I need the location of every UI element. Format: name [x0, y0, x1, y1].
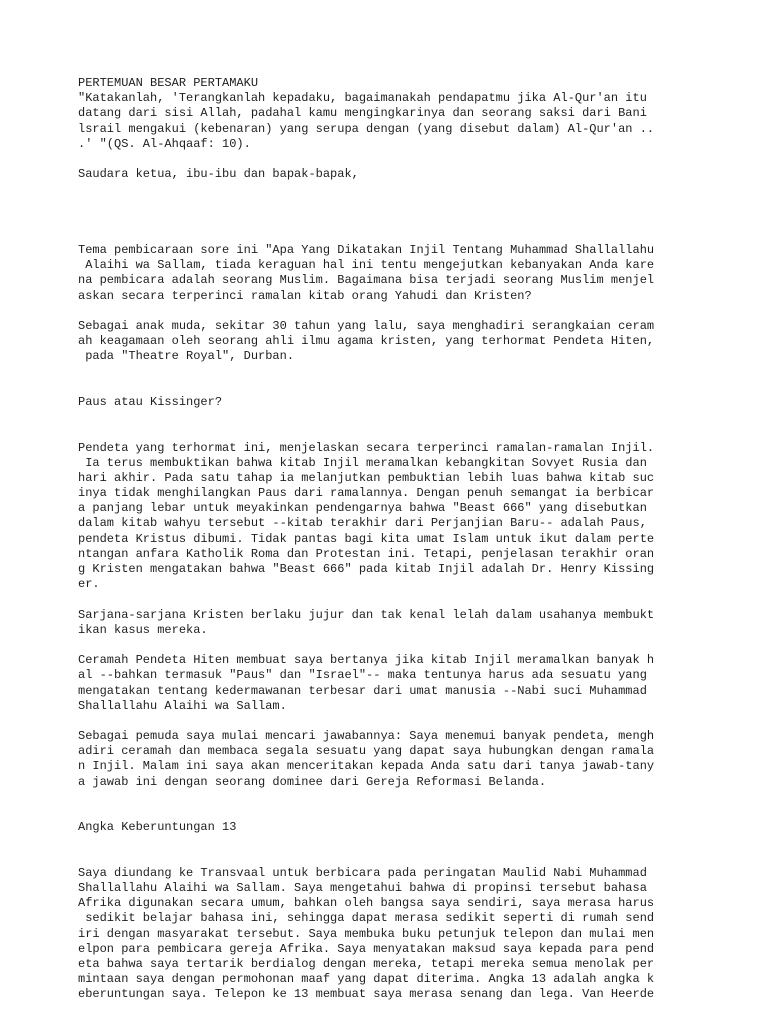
- paragraph-line: al --bahkan termasuk "Paus" dan "Israel"-- maka tentunya harus ada sesuatu yang: [78, 668, 647, 683]
- document-body: [78, 76, 758, 1002]
- paragraph-line: dalam kitab wahyu tersebut --kitab terakhir dari Perjanjian Baru-- adalah Paus,: [78, 516, 647, 531]
- paragraph-line: mengatakan tentang kedermawanan terbesar dari umat manusia --Nabi suci Muhammad: [78, 683, 647, 698]
- paragraph-line: eta bahwa saya tertarik berdialog dengan mereka, tetapi mereka semua menolak per: [78, 956, 655, 971]
- paragraph-line: Ceramah Pendeta Hiten membuat saya bertanya jika kitab Injil meramalkan banyak h: [78, 653, 655, 668]
- spacer: [78, 304, 758, 319]
- spacer: [78, 228, 758, 243]
- paragraph-line: inya tidak menghilangkan Paus dari ramalannya. Dengan penuh semangat ia berbicar: [78, 486, 655, 501]
- paragraph-pemuda: [78, 729, 758, 790]
- paragraph-line: na pembicara adalah seorang Muslim. Bagaimana bisa terjadi seorang Muslim menjel: [78, 273, 655, 288]
- section-heading-paus: Paus atau Kissinger?: [78, 394, 223, 409]
- paragraph-line: a panjang lebar untuk meyakinkan pendengarnya bahwa "Beast 666" yang disebutkan: [78, 501, 647, 516]
- paragraph-line: Ia terus membuktikan bahwa kitab Injil meramalkan kebangkitan Sovyet Rusia dan: [78, 455, 647, 470]
- spacer: [78, 380, 758, 395]
- document-title: PERTEMUAN BESAR PERTAMAKU: [78, 76, 259, 90]
- paragraph-pendeta: [78, 441, 758, 593]
- spacer: [78, 152, 758, 167]
- paragraph-line: Shallallahu Alaihi wa Sallam.: [78, 698, 287, 713]
- paragraph-ceramah: [78, 653, 758, 714]
- paragraph-line: Tema pembicaraan sore ini "Apa Yang Dikatakan Injil Tentang Muhammad Shallallahu: [78, 243, 655, 258]
- paragraph-tema: [78, 243, 758, 304]
- paragraph-line: elpon para pembicara gereja Afrika. Saya menyatakan maksud saya kepada para pend: [78, 941, 655, 956]
- paragraph-transvaal: [78, 866, 758, 1003]
- paragraph-line: Sebagai pemuda saya mulai mencari jawabannya: Saya menemui banyak pendeta, mengh: [78, 729, 655, 744]
- paragraph-line: a jawab ini dengan seorang dominee dari Gereja Reformasi Belanda.: [78, 774, 547, 789]
- paragraph-line: ntangan anfara Katholik Roma dan Protestan ini. Tetapi, penjelasan terakhir oran: [78, 546, 655, 561]
- section-heading-angka: Angka Keberuntungan 13: [78, 820, 237, 835]
- paragraph-line: Sarjana-sarjana Kristen berlaku jujur dan tak kenal lelah dalam usahanya membukt: [78, 607, 655, 622]
- spacer: [78, 714, 758, 729]
- spacer: [78, 182, 758, 197]
- paragraph-line: g Kristen mengatakan bahwa "Beast 666" pada kitab Injil adalah Dr. Henry Kissing: [78, 562, 655, 576]
- paragraph-line: ikan kasus mereka.: [78, 622, 208, 637]
- spacer: [78, 851, 758, 866]
- spacer: [78, 790, 758, 805]
- paragraph-line: Pendeta yang terhormat ini, menjelaskan secara terperinci ramalan-ramalan Injil.: [78, 440, 655, 455]
- spacer: [78, 198, 758, 213]
- spacer: [78, 805, 758, 820]
- paragraph-line: iri dengan masyarakat tersebut. Saya membuka buku petunjuk telepon dan mulai men: [78, 926, 655, 941]
- spacer: [78, 592, 758, 607]
- paragraph-line: pendeta Kristus dibumi. Tidak pantas bagi kita umat Islam untuk ikut dalam perte: [78, 531, 655, 546]
- spacer: [78, 638, 758, 653]
- spacer: [78, 835, 758, 850]
- quote-line: "Katakanlah, 'Terangkanlah kepadaku, bagaimanakah pendapatmu jika Al-Qur'an itu: [78, 91, 647, 106]
- paragraph-line: Shallallahu Alaihi wa Sallam. Saya mengetahui bahwa di propinsi tersebut bahasa: [78, 880, 647, 895]
- quote-block: [78, 91, 758, 152]
- quote-line: .' "(QS. Al-Ahqaaf: 10).: [78, 136, 251, 151]
- paragraph-line: mintaan saya dengan permohonan maaf yang dapat diterima. Angka 13 adalah angka k: [78, 972, 655, 987]
- paragraph-line: Afrika digunakan secara umum, bahkan oleh bangsa saya sendiri, saya merasa harus: [78, 896, 655, 911]
- paragraph-sarjana: [78, 608, 758, 638]
- spacer: [78, 425, 758, 440]
- spacer: [78, 410, 758, 425]
- paragraph-line: Sebagai anak muda, sekitar 30 tahun yang lalu, saya menghadiri serangkaian ceram: [78, 319, 655, 333]
- paragraph-line: er.: [78, 577, 100, 592]
- paragraph-line: pada "Theatre Royal", Durban.: [78, 349, 295, 364]
- spacer: [78, 365, 758, 380]
- greeting: Saudara ketua, ibu-ibu dan bapak-bapak,: [78, 167, 359, 182]
- paragraph-line: adiri ceramah dan membaca segala sesuatu yang dapat saya hubungkan dengan ramala: [78, 744, 655, 759]
- quote-line: lsrail mengakui (kebenaran) yang serupa dengan (yang disebut dalam) Al-Qur'an ..: [78, 121, 655, 136]
- paragraph-line: Alaihi wa Sallam, tiada keraguan hal ini tentu mengejutkan kebanyakan Anda kare: [78, 258, 655, 273]
- paragraph-line: eberuntungan saya. Telepon ke 13 membuat saya merasa senang dan lega. Van Heerde: [78, 987, 655, 1002]
- paragraph-line: n Injil. Malam ini saya akan menceritakan kepada Anda satu dari tanya jawab-tany: [78, 759, 655, 774]
- paragraph-line: hari akhir. Pada satu tahap ia melanjutkan pembuktian lebih luas bahwa kitab suc: [78, 470, 655, 485]
- paragraph-line: Saya diundang ke Transvaal untuk berbicara pada peringatan Maulid Nabi Muhammad: [78, 865, 647, 880]
- paragraph-line: sedikit belajar bahasa ini, sehingga dapat merasa sedikit seperti di rumah send: [78, 911, 655, 926]
- spacer: [78, 213, 758, 228]
- quote-line: datang dari sisi Allah, padahal kamu mengingkarinya dan seorang saksi dari Bani: [78, 106, 647, 121]
- paragraph-line: ah keagamaan oleh seorang ahli ilmu agama kristen, yang terhormat Pendeta Hiten,: [78, 334, 655, 349]
- paragraph-line: askan secara terperinci ramalan kitab orang Yahudi dan Kristen?: [78, 288, 532, 303]
- paragraph-anak-muda: [78, 319, 758, 365]
